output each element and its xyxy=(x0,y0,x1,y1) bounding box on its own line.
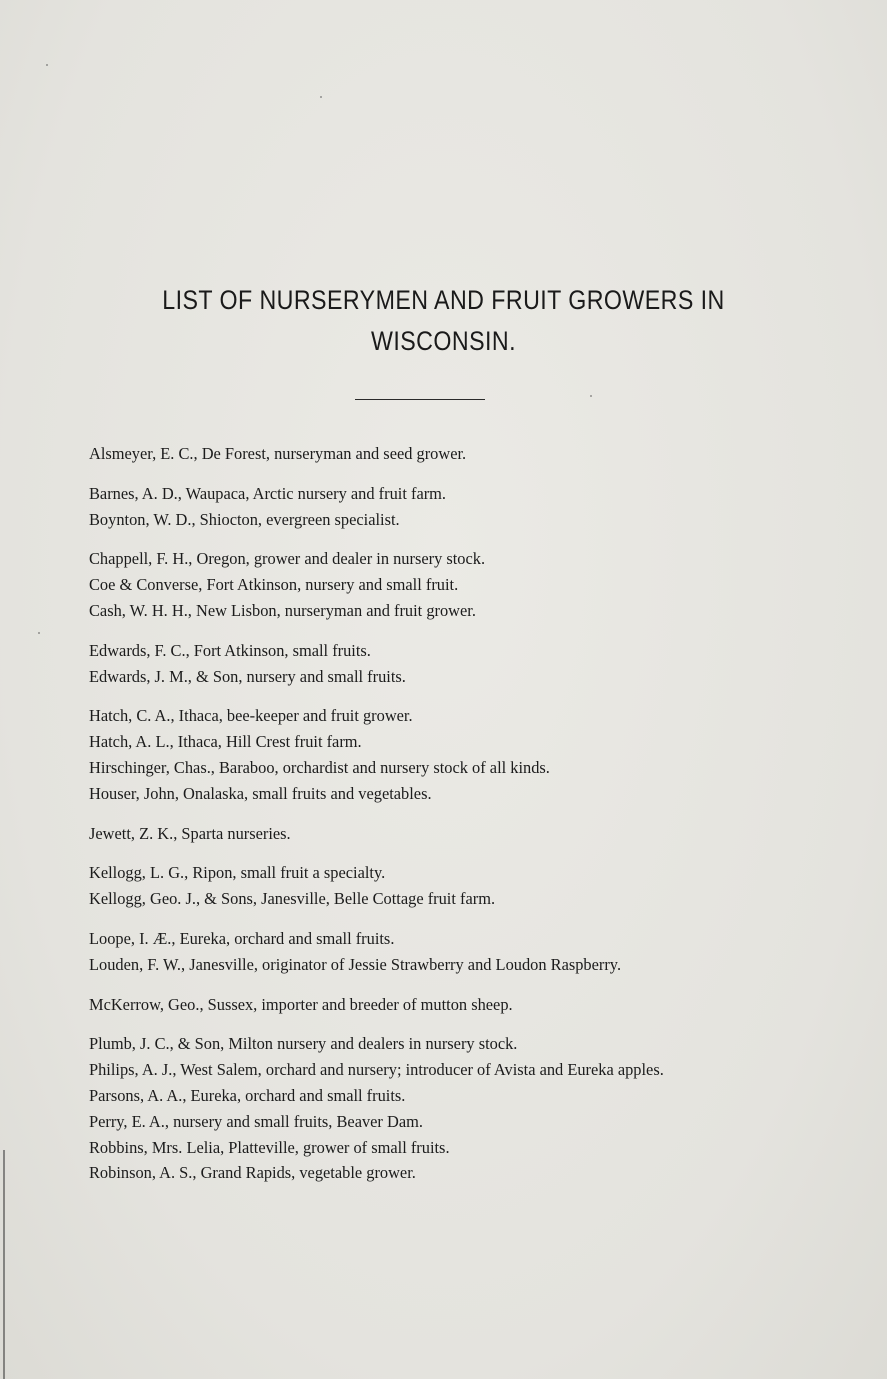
list-entry: Kellogg, Geo. J., & Sons, Janesville, Belle Cottage fruit farm. xyxy=(89,889,496,909)
list-group-a xyxy=(80,441,790,467)
list-group-b xyxy=(80,481,790,533)
list-entry: Coe & Converse, Fort Atkinson, nursery and small fruit. xyxy=(89,575,459,595)
list-entry: Plumb, J. C., & Son, Milton nursery and dealers in nursery stock. xyxy=(89,1034,518,1054)
paper-speck xyxy=(320,96,322,98)
page-edge-shadow xyxy=(3,1150,5,1379)
list-entry: Alsmeyer, E. C., De Forest, nurseryman and seed grower. xyxy=(89,444,467,463)
list-entry: Hatch, C. A., Ithaca, bee-keeper and fruit grower. xyxy=(89,706,413,726)
list-entry: Edwards, J. M., & Son, nursery and small fruits. xyxy=(89,666,406,686)
paper-speck xyxy=(38,632,40,634)
list-group-e xyxy=(80,638,790,690)
paper-speck xyxy=(590,395,592,397)
list-entry: Kellogg, L. G., Ripon, small fruit a specialty. xyxy=(89,863,386,883)
list-entry: Perry, E. A., nursery and small fruits, Beaver Dam. xyxy=(89,1111,423,1131)
list-entry: Boynton, W. D., Shiocton, evergreen specialist. xyxy=(89,509,400,529)
list-entry: Loope, I. Æ., Eureka, orchard and small fruits. xyxy=(89,928,395,948)
list-group-c xyxy=(80,546,790,623)
list-entry: Cash, W. H. H., New Lisbon, nurseryman and fruit grower. xyxy=(89,600,476,620)
list-group-j xyxy=(80,821,790,847)
list-entry: Barnes, A. D., Waupaca, Arctic nursery and fruit farm. xyxy=(89,483,447,503)
list-group-l xyxy=(80,926,790,978)
page-title-line-1: LIST OF NURSERYMEN AND FRUIT GROWERS IN xyxy=(162,285,725,315)
title-divider xyxy=(355,399,485,400)
list-entry: Parsons, A. A., Eureka, orchard and small fruits. xyxy=(89,1085,406,1105)
list-group-h xyxy=(80,703,790,806)
list-entry: Hirschinger, Chas., Baraboo, orchardist and nursery stock of all kinds. xyxy=(89,757,550,777)
list-entry: Robinson, A. S., Grand Rapids, vegetable grower. xyxy=(89,1163,416,1183)
list-entry: Jewett, Z. K., Sparta nurseries. xyxy=(89,823,291,843)
page-title-line-2: WISCONSIN. xyxy=(371,326,516,356)
list-entry: McKerrow, Geo., Sussex, importer and breeder of mutton sheep. xyxy=(89,994,513,1014)
list-entry: Robbins, Mrs. Lelia, Platteville, grower of small fruits. xyxy=(89,1137,450,1157)
list-group-p-r xyxy=(80,1031,790,1186)
list-entry: Louden, F. W., Janesville, originator of Jessie Strawberry and Loudon Raspberry. xyxy=(89,954,622,974)
list-entry: Hatch, A. L., Ithaca, Hill Crest fruit farm. xyxy=(89,732,362,752)
grower-list xyxy=(80,441,790,1200)
list-entry: Houser, John, Onalaska, small fruits and vegetables. xyxy=(89,783,432,803)
list-entry: Edwards, F. C., Fort Atkinson, small fruits. xyxy=(89,640,371,660)
paper-speck xyxy=(46,64,48,66)
list-entry: Philips, A. J., West Salem, orchard and nursery; introducer of Avista and Eureka apples. xyxy=(89,1060,664,1080)
list-group-k xyxy=(80,860,790,912)
list-group-m xyxy=(80,992,790,1018)
list-entry: Chappell, F. H., Oregon, grower and dealer in nursery stock. xyxy=(89,549,486,569)
